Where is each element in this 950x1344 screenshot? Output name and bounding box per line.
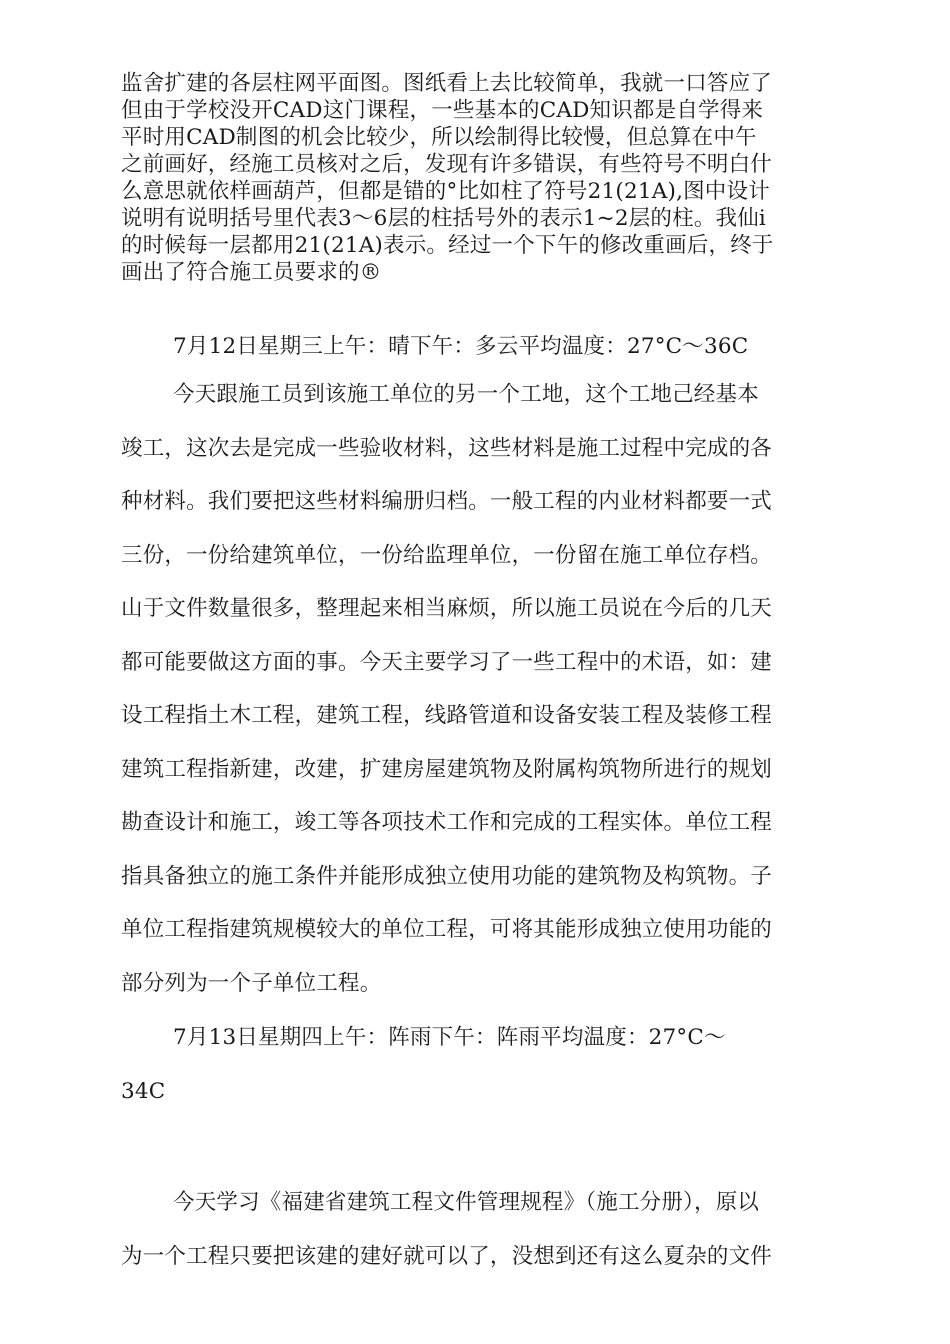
text-line: 单位工程指建筑规模较大的单位工程，可将其能形成独立使用功能的: [121, 917, 773, 942]
date-line: 7月13日星期四上午：阵雨下午：阵雨平均温度：27°C〜: [173, 1025, 726, 1050]
text-line: 之前画好，经施工员核对之后，发现有许多错误，有些符号不明白什: [121, 152, 773, 177]
text-line: 的时候每一层都用21(21A)表示。经过一个下午的修改重画后，终于: [121, 233, 774, 258]
date-heading-july-13: [121, 1011, 726, 1118]
text-line: 竣工，这次去是完成一些验收材料，这些材料是施工过程中完成的各: [121, 435, 773, 461]
text-line: 种材料。我们要把这些材料编册归档。一般工程的内业材料都要一式: [121, 489, 773, 514]
text-line: 设工程指土木工程，建筑工程，线路管道和设备安装工程及装修工程: [121, 703, 773, 728]
text-line: 监舍扩建的各层柱网平面图。图纸看上去比较简单，我就一口答应了: [121, 71, 773, 96]
date-line: 7月12日星期三上午：晴下午：多云平均温度：27°C〜36C: [173, 334, 749, 359]
text-line: 为一个工程只要把该建的建好就可以了，没想到还有这么夏杂的文件: [121, 1243, 773, 1269]
date-line: 34C: [121, 1078, 166, 1104]
text-line: 都可能要做这方面的事。今天主要学习了一些工程中的术语，如：建: [121, 649, 773, 675]
text-line: 但由于学校没开CAD这门课程，一些基本的CAD知识都是自学得来: [121, 98, 764, 123]
paragraph-cad-drawing: [121, 70, 774, 286]
text-line: 画出了符合施工员要求的®: [121, 260, 382, 285]
paragraph-file-management: [121, 1176, 772, 1283]
text-line: 勘查设计和施工，竣工等各项技术工作和完成的工程实体。单位工程: [121, 810, 773, 835]
text-line: 三份，一份给建筑单位，一份给监理单位，一份留在施工单位存档。: [121, 542, 773, 568]
date-heading-july-12: [121, 320, 748, 374]
text-line: 山于文件数量很多，整理起来相当麻烦，所以施工员说在今后的几天: [121, 596, 773, 621]
text-line: 今天学习《福建省建筑工程文件管理规程》（施工分册），原以: [173, 1190, 760, 1215]
text-line: 平时用CAD制图的机会比较少，所以绘制得比较慢，但总算在中午: [121, 125, 757, 150]
text-line: 指具备独立的施工条件并能形成独立使用功能的建筑物及构筑物。子: [121, 863, 773, 889]
text-line: 今天跟施工员到该施工单位的另一个工地，这个工地己经基本: [173, 382, 759, 407]
text-line: 说明有说明括号里代表3〜6层的柱括号外的表示1~2层的柱。我仙i: [121, 206, 767, 231]
text-line: 部分列为一个子单位工程。: [121, 970, 382, 996]
text-line: 么意思就依样画葫芦，但都是错的°比如柱了符号21(21A),图中设计: [121, 179, 770, 204]
text-line: 建筑工程指新建，改建，扩建房屋建筑物及附属构筑物所进行的规划: [121, 756, 773, 782]
paragraph-acceptance-materials: [121, 368, 772, 1010]
